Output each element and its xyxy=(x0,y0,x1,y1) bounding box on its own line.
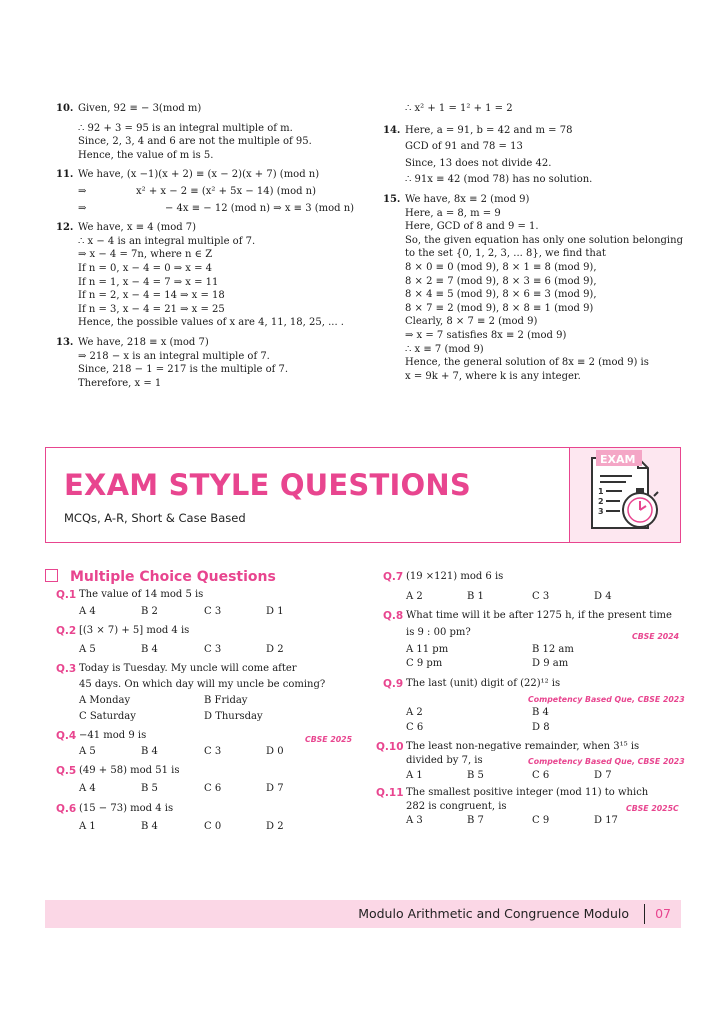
solution-continued: ∴ x² + 1 = 1² + 1 = 2 xyxy=(405,103,513,114)
question-text: What time will it be after 1275 h, if the present time xyxy=(406,610,672,621)
svg-text:3: 3 xyxy=(598,507,604,516)
question-number: Q.10 xyxy=(376,741,404,753)
question-number: Q.6 xyxy=(56,803,77,815)
option-b[interactable]: B 4 xyxy=(532,707,549,718)
exam-tag: Competency Based Que, CBSE 2023 xyxy=(528,757,685,766)
question-text: The least non-negative remainder, when 3¹⁵ is xyxy=(406,741,640,752)
option-a[interactable]: A 1 xyxy=(79,821,96,832)
question-number: Q.9 xyxy=(383,678,404,690)
question-number: Q.4 xyxy=(56,730,77,742)
exam-tag: CBSE 2024 xyxy=(632,632,680,641)
option-b[interactable]: B 7 xyxy=(467,815,484,826)
question-text: (19 ×121) mod 6 is xyxy=(406,571,504,582)
solution-14: 14. Here, a = 91, b = 42 and m = 78 xyxy=(383,124,573,136)
option-c[interactable]: C Saturday xyxy=(79,711,136,722)
option-c[interactable]: C 9 xyxy=(532,815,550,826)
question-text: The smallest positive integer (mod 11) to which xyxy=(406,787,649,798)
question-text: is 9 : 00 pm? xyxy=(406,627,471,638)
page-footer xyxy=(45,900,681,928)
checkbox-square-icon xyxy=(45,569,58,582)
exam-icon-label: EXAM xyxy=(600,453,636,466)
question-number: Q.1 xyxy=(56,589,77,601)
question-text: The value of 14 mod 5 is xyxy=(79,589,204,600)
option-a[interactable]: A 3 xyxy=(406,815,423,826)
option-c[interactable]: C 3 xyxy=(204,746,222,757)
option-d[interactable]: D 2 xyxy=(266,644,284,655)
solution-15: 15. We have, 8x ≡ 2 (mod 9) xyxy=(383,193,530,205)
option-a[interactable]: A 2 xyxy=(406,591,423,602)
solution-12: 12. We have, x ≡ 4 (mod 7) xyxy=(56,222,197,234)
banner-title: EXAM STYLE QUESTIONS xyxy=(64,468,471,502)
solutions-right: ∴ x² + 1 = 1² + 1 = 2 14. Here, a = 91, b = 42 and m = 78 GCD of 91 and 78 = 13 Since, 13 does not divide 42. ∴ 91x ≡ 42 (mod 78) has no solution. 15. We have, 8x ≡ 2 (mod 9) Here, a = 8, m = 9 Here, GCD of 8 and 9 = 1. So, the given equation has only one solution belonging to the set {0, 1, 2, 3, ... 8}, we find that 8 × 0 ≡ 0 (mod 9), 8 × 1 ≡ 8 (mod 9), 8 × 2 ≡ 7 (mod 9), 8 × 3 ≡ 6 (mod 9), 8 × 4 ≡ 5 (mod 9), 8 × 6 ≡ 3 (mod 9), 8 × 7 ≡ 2 (mod 9), 8 × 8 ≡ 1 (mod 9) Clearly, 8 × 7 ≡ 2 (mod 9) ⇒ x = 7 satisfies 8x ≡ 2 (mod 9) ∴ x ≡ 7 (mod 9) Hence, the general solution of 8x ≡ 2 (mod 9) is x = 9k + 7, where k is any integer. xyxy=(383,102,693,383)
page-number: 07 xyxy=(655,906,671,921)
option-d[interactable]: D 7 xyxy=(266,783,284,794)
exam-tag: CBSE 2025C xyxy=(626,804,679,813)
option-c[interactable]: C 3 xyxy=(532,591,550,602)
option-a[interactable]: A 5 xyxy=(79,746,96,757)
exam-style-banner xyxy=(45,447,681,543)
option-b[interactable]: B 4 xyxy=(141,821,158,832)
option-d[interactable]: D 2 xyxy=(266,821,284,832)
option-d[interactable]: D 4 xyxy=(594,591,612,602)
question-text: 282 is congruent, is xyxy=(406,801,507,812)
exam-clipboard-icon xyxy=(570,448,680,542)
question-text: divided by 7, is xyxy=(406,755,483,766)
option-d[interactable]: D 8 xyxy=(532,722,550,733)
banner-subtitle: MCQs, A-R, Short & Case Based xyxy=(64,511,246,525)
solution-10: 10. Given, 92 ≡ − 3(mod m) xyxy=(56,103,202,114)
option-d[interactable]: D 1 xyxy=(266,606,284,617)
question-number: Q.8 xyxy=(383,610,404,622)
option-d[interactable]: D 7 xyxy=(594,770,612,781)
option-a[interactable]: A Monday xyxy=(79,695,131,706)
chapter-title: Modulo Arithmetic and Congruence Modulo xyxy=(358,906,629,921)
option-c[interactable]: C 3 xyxy=(204,606,222,617)
option-b[interactable]: B 2 xyxy=(141,606,158,617)
question-text: (15 − 73) mod 4 is xyxy=(79,803,174,814)
option-b[interactable]: B 1 xyxy=(467,591,484,602)
option-b[interactable]: B 5 xyxy=(141,783,158,794)
option-b[interactable]: B Friday xyxy=(204,695,248,706)
option-a[interactable]: A 4 xyxy=(79,606,96,617)
option-d[interactable]: D 0 xyxy=(266,746,284,757)
option-b[interactable]: B 5 xyxy=(467,770,484,781)
mcq-heading: Multiple Choice Questions xyxy=(45,566,276,585)
question-number: Q.11 xyxy=(376,787,404,799)
question-text: The last (unit) digit of (22)¹² is xyxy=(406,678,561,689)
question-text: (49 + 58) mod 51 is xyxy=(79,765,180,776)
option-a[interactable]: A 1 xyxy=(406,770,423,781)
option-b[interactable]: B 4 xyxy=(141,746,158,757)
question-number: Q.3 xyxy=(56,663,77,675)
option-c[interactable]: C 6 xyxy=(406,722,424,733)
option-d[interactable]: D Thursday xyxy=(204,711,263,722)
question-number: Q.2 xyxy=(56,625,77,637)
option-a[interactable]: A 2 xyxy=(406,707,423,718)
solution-13: 13. We have, 218 ≡ x (mod 7) xyxy=(56,336,209,348)
option-c[interactable]: C 9 pm xyxy=(406,658,443,669)
svg-text:1: 1 xyxy=(598,487,604,496)
solution-11: 11. We have, (x −1)(x + 2) ≡ (x − 2)(x + 7) (mod n) xyxy=(56,169,320,181)
option-c[interactable]: C 6 xyxy=(204,783,222,794)
question-number: Q.5 xyxy=(56,765,77,777)
option-b[interactable]: B 4 xyxy=(141,644,158,655)
option-c[interactable]: C 6 xyxy=(532,770,550,781)
option-c[interactable]: C 0 xyxy=(204,821,222,832)
option-a[interactable]: A 4 xyxy=(79,783,96,794)
exam-tag: Competency Based Que, CBSE 2023 xyxy=(528,695,685,704)
option-c[interactable]: C 3 xyxy=(204,644,222,655)
question-text: −41 mod 9 is xyxy=(79,730,147,741)
option-d[interactable]: D 9 am xyxy=(532,658,569,669)
option-b[interactable]: B 12 am xyxy=(532,644,574,655)
question-number: Q.7 xyxy=(383,571,404,583)
question-text: Today is Tuesday. My uncle will come after xyxy=(79,663,297,674)
question-text: [(3 × 7) + 5] mod 4 is xyxy=(79,625,190,636)
svg-text:2: 2 xyxy=(598,497,604,506)
option-a[interactable]: A 11 pm xyxy=(406,644,449,655)
option-d[interactable]: D 17 xyxy=(594,815,618,826)
option-a[interactable]: A 5 xyxy=(79,644,96,655)
exam-tag: CBSE 2025 xyxy=(305,735,353,744)
footer-divider xyxy=(644,904,646,924)
exam-icon-panel xyxy=(569,448,680,542)
solutions-left: 10. Given, 92 ≡ − 3(mod m) ∴ 92 + 3 = 95 is an integral multiple of m. Since, 2, 3, 4 and 6 are not the multiple of 95. Hence, the value of m is 5. 11. We have, (x −1)(x + 2) ≡ (x − 2)(x + 7) (mod n) ⇒ x² + x − 2 ≡ (x² + 5x − 14) (mod n) ⇒ − 4x ≡ − 12 (mod n) ⇒ x ≡ 3 (mod n) 12. We have, x ≡ 4 (mod 7) ∴ x − 4 is an integral multiple of 7. ⇒ x − 4 = 7n, where n ∈ Z If n = 0, x − 4 = 0 ⇒ x = 4 If n = 1, x − 4 = 7 ⇒ x = 11 If n = 2, x − 4 = 14 ⇒ x = 18 If n = 3, x − 4 = 21 ⇒ x = 25 Hence, the possible values of x are 4, 11, 18, 25, ... . 13. We have, 218 ≡ x (mod 7) ⇒ 218 − x is an integral multiple of 7. Since, 218 − 1 = 217 is the multiple of 7. Therefore, x = 1 xyxy=(56,102,366,390)
question-text: 45 days. On which day will my uncle be coming? xyxy=(79,679,326,690)
